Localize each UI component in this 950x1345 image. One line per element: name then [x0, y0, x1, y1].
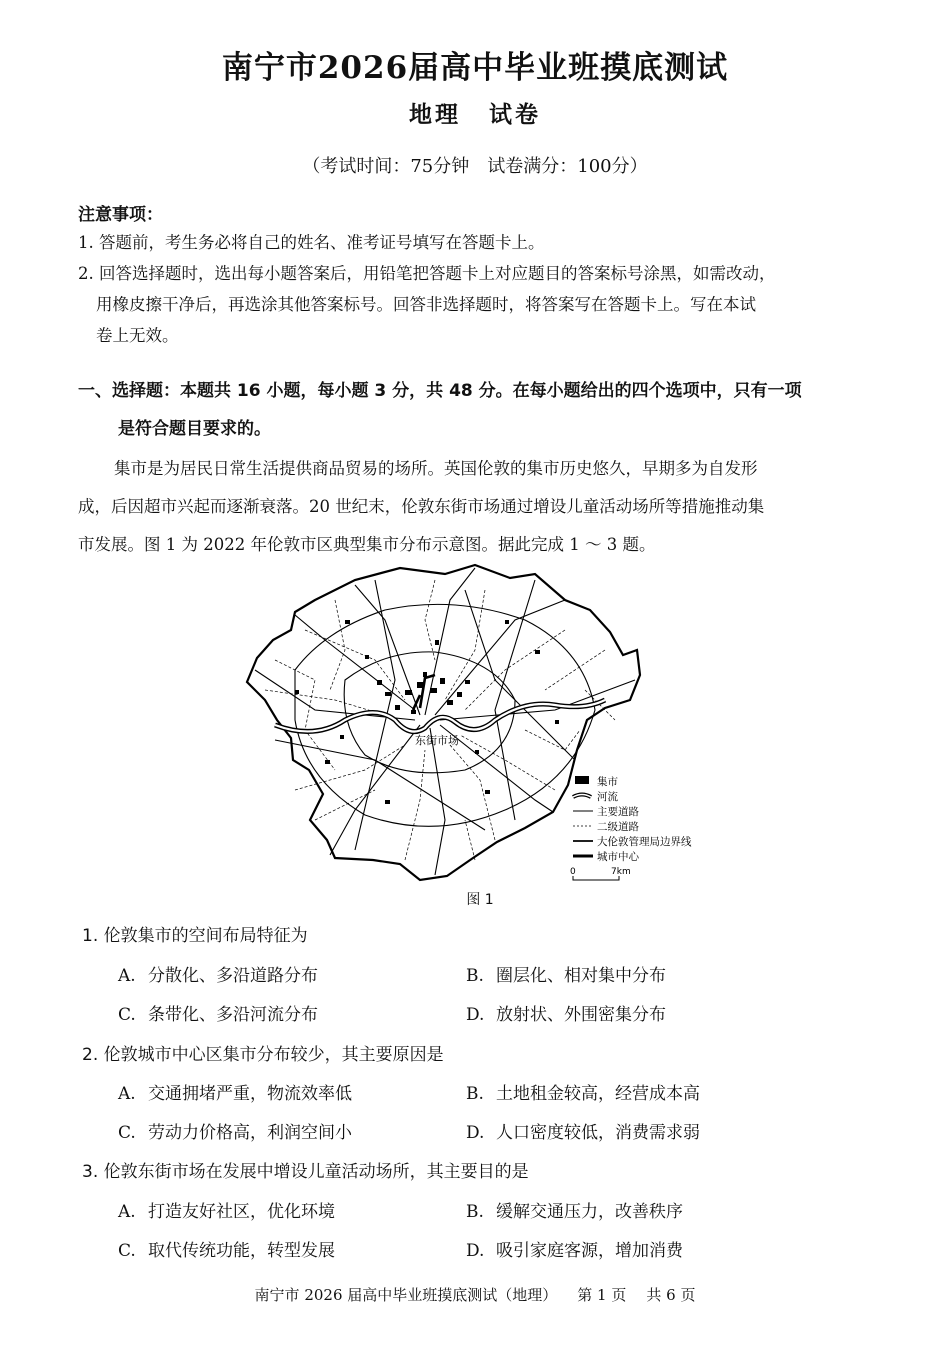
question-2-option-d[interactable] [466, 1118, 700, 1143]
legend-secondary-road-label: 二级道路 [597, 821, 639, 833]
legend-river-symbol [573, 795, 591, 798]
section-heading [78, 372, 878, 448]
question-1-option-a[interactable] [118, 961, 318, 986]
question-3-option-b[interactable] [466, 1197, 683, 1222]
option-text: 吸引家庭客源，增加消费 [496, 1241, 683, 1261]
map-legend [570, 775, 692, 880]
exam-time-info: （考试时间：75分钟 试卷满分：100分） [302, 156, 648, 177]
option-label: A. [118, 966, 136, 986]
question-1-option-c[interactable] [118, 1000, 318, 1025]
option-label: A. [118, 1202, 136, 1222]
question-2-option-a[interactable] [118, 1079, 352, 1104]
section-heading-line-2: 是符合题目要求的。 [118, 419, 271, 439]
figure-caption: 图 1 [466, 892, 494, 908]
legend-major-road-label: 主要道路 [597, 806, 639, 818]
legend-boundary-label: 大伦敦管理局边界线 [597, 836, 692, 848]
option-label: B. [466, 1202, 484, 1222]
london-market-map [235, 560, 725, 890]
option-text: 取代传统功能，转型发展 [148, 1241, 335, 1261]
footer-page-number: 第 1 页 [577, 1286, 627, 1304]
question-2-stem: 2. 伦敦城市中心区集市分布较少，其主要原因是 [82, 1045, 444, 1065]
question-3-option-c[interactable] [118, 1236, 335, 1261]
question-3-option-a[interactable] [118, 1197, 335, 1222]
intro-paragraph [78, 450, 878, 564]
question-1-option-d[interactable] [466, 1000, 666, 1025]
option-label: B. [466, 966, 484, 986]
intro-line-2: 成，后因超市兴起而逐渐衰落。20 世纪末，伦敦东街市场通过增设儿童活动场所等措施推动集 [78, 497, 765, 516]
option-label: C. [118, 1241, 136, 1261]
option-text: 劳动力价格高，利润空间小 [148, 1123, 352, 1143]
option-label: D. [466, 1123, 485, 1143]
section-heading-line-1: 一、选择题：本题共 16 小题，每小题 3 分，共 48 分。在每小题给出的四个选项中，只有一项 [78, 381, 802, 401]
option-text: 分散化、多沿道路分布 [148, 966, 318, 986]
map-boundary [247, 565, 640, 880]
paper-label: 试卷 [489, 101, 541, 128]
legend-city-center-label: 城市中心 [597, 851, 639, 863]
notice-list [78, 227, 878, 351]
option-label: D. [466, 1005, 485, 1025]
question-3-stem: 3. 伦敦东街市场在发展中增设儿童活动场所，其主要目的是 [82, 1162, 529, 1182]
page-footer [0, 1284, 950, 1305]
notice-heading: 注意事项： [78, 205, 163, 225]
footer-exam-name: 南宁市 2026 届高中毕业班摸底测试（地理） [254, 1286, 558, 1304]
option-text: 圈层化、相对集中分布 [496, 966, 666, 986]
footer-total-pages: 共 6 页 [646, 1286, 696, 1304]
option-label: C. [118, 1123, 136, 1143]
option-text: 交通拥堵严重，物流效率低 [148, 1084, 352, 1104]
notice-item-2-line-2: 用橡皮擦干净后，再选涂其他答案标号。回答非选择题时，将答案写在答题卡上。写在本试 [96, 295, 756, 314]
scale-zero-label: 0 [570, 867, 576, 877]
scale-length-label: 7km [611, 867, 631, 877]
east-street-market-label: 东街市场 [415, 734, 459, 747]
question-1-stem: 1. 伦敦集市的空间布局特征为 [82, 926, 308, 946]
option-text: 缓解交通压力，改善秩序 [496, 1202, 683, 1222]
question-1-option-b[interactable] [466, 961, 666, 986]
option-text: 人口密度较低，消费需求弱 [496, 1123, 700, 1143]
legend-market-symbol [575, 776, 589, 784]
subject-label: 地理 [409, 101, 461, 128]
question-3-option-d[interactable] [466, 1236, 683, 1261]
question-2-option-b[interactable] [466, 1079, 700, 1104]
scale-bar [570, 867, 631, 880]
exam-title: 南宁市2026届高中毕业班摸底测试 [221, 50, 729, 86]
option-label: A. [118, 1084, 136, 1104]
legend-river-label: 河流 [597, 791, 618, 803]
intro-line-3: 市发展。图 1 为 2022 年伦敦市区典型集市分布示意图。据此完成 1 ～ 3 题。 [78, 535, 656, 554]
notice-item-2-line-1: 2. 回答选择题时，选出每小题答案后，用铅笔把答题卡上对应题目的答案标号涂黑，如需改动， [78, 264, 776, 283]
option-text: 放射状、外围密集分布 [496, 1005, 666, 1025]
legend-market-label: 集市 [597, 776, 618, 788]
option-text: 条带化、多沿河流分布 [148, 1005, 318, 1025]
option-text: 土地租金较高，经营成本高 [496, 1084, 700, 1104]
notice-item-1: 1. 答题前，考生务必将自己的姓名、准考证号填写在答题卡上。 [78, 233, 545, 252]
option-label: B. [466, 1084, 484, 1104]
exam-subtitle [0, 96, 950, 129]
option-label: D. [466, 1241, 485, 1261]
intro-line-1: 集市是为居民日常生活提供商品贸易的场所。英国伦敦的集市历史悠久，早期多为自发形 [114, 459, 758, 478]
question-2-option-c[interactable] [118, 1118, 352, 1143]
notice-item-2-line-3: 卷上无效。 [96, 326, 179, 345]
option-text: 打造友好社区，优化环境 [148, 1202, 335, 1222]
option-label: C. [118, 1005, 136, 1025]
